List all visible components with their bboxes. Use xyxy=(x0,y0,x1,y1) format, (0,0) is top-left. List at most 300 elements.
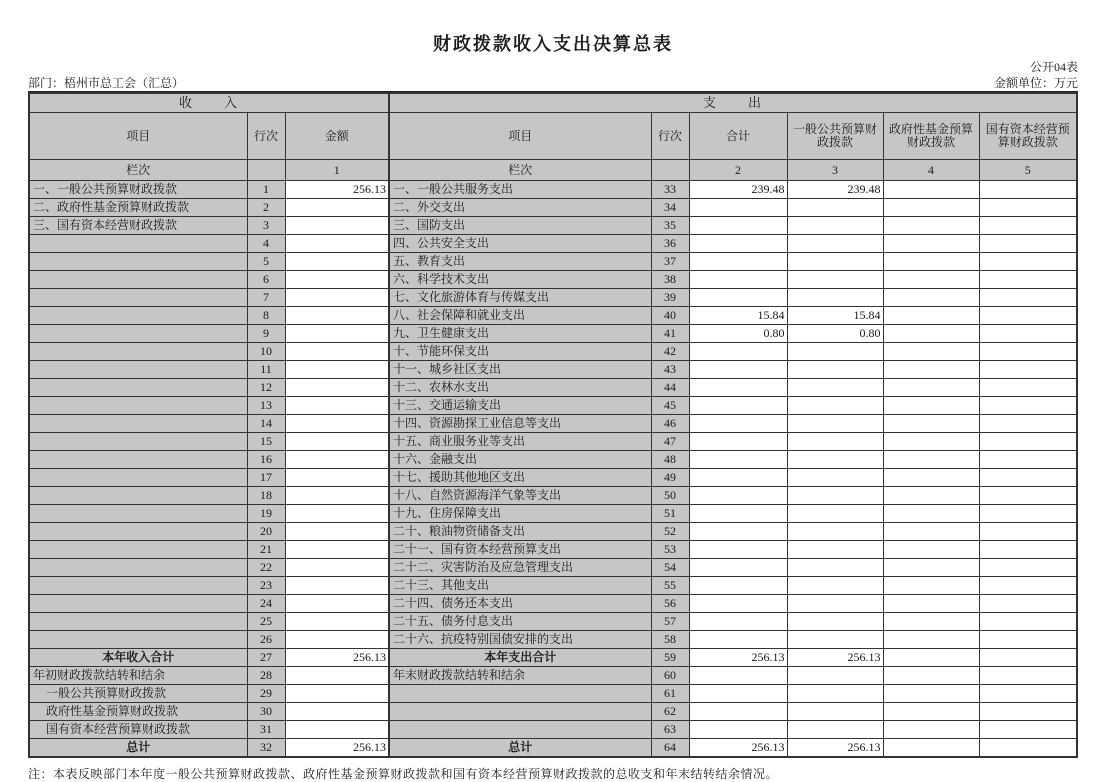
expense-total xyxy=(689,271,787,289)
income-amount xyxy=(285,487,389,505)
expense-total xyxy=(689,235,787,253)
expense-government-fund xyxy=(883,505,979,523)
column-header-3: 项目 xyxy=(389,113,651,160)
table-row xyxy=(29,541,1077,559)
expense-general-public-budget xyxy=(787,613,883,631)
income-amount xyxy=(285,541,389,559)
expense-total xyxy=(689,523,787,541)
column-index-7: 4 xyxy=(883,160,979,181)
income-item xyxy=(29,289,247,307)
expense-state-capital xyxy=(979,307,1077,325)
expense-state-capital xyxy=(979,559,1077,577)
expense-government-fund xyxy=(883,253,979,271)
expense-total xyxy=(689,397,787,415)
income-item xyxy=(29,379,247,397)
expense-item: 二十五、债务付息支出 xyxy=(389,613,651,631)
column-header-6: 一般公共预算财政拨款 xyxy=(787,113,883,160)
expense-item: 十三、交通运输支出 xyxy=(389,397,651,415)
income-amount xyxy=(285,613,389,631)
expense-state-capital xyxy=(979,739,1077,758)
income-amount xyxy=(285,523,389,541)
income-line-no: 18 xyxy=(247,487,285,505)
income-item xyxy=(29,433,247,451)
table-row xyxy=(29,739,1077,758)
expense-total xyxy=(689,721,787,739)
expense-government-fund xyxy=(883,595,979,613)
expense-general-public-budget: 239.48 xyxy=(787,181,883,199)
income-amount xyxy=(285,217,389,235)
table-row xyxy=(29,379,1077,397)
column-header-4: 行次 xyxy=(651,113,689,160)
expense-general-public-budget xyxy=(787,451,883,469)
expense-total xyxy=(689,595,787,613)
column-index-6: 3 xyxy=(787,160,883,181)
income-amount xyxy=(285,271,389,289)
expense-item: 十五、商业服务业等支出 xyxy=(389,433,651,451)
expense-government-fund xyxy=(883,343,979,361)
department-label: 部门：梧州市总工会（汇总） xyxy=(28,76,185,90)
table-row xyxy=(29,649,1077,667)
expense-total xyxy=(689,541,787,559)
income-amount xyxy=(285,631,389,649)
expense-government-fund xyxy=(883,487,979,505)
expense-total xyxy=(689,505,787,523)
expense-government-fund xyxy=(883,739,979,758)
expense-general-public-budget xyxy=(787,559,883,577)
expense-total xyxy=(689,703,787,721)
column-header-5: 合计 xyxy=(689,113,787,160)
expense-total xyxy=(689,289,787,307)
expense-item: 总计 xyxy=(389,739,651,758)
expense-line-no: 55 xyxy=(651,577,689,595)
expense-general-public-budget xyxy=(787,343,883,361)
expense-item: 一、一般公共服务支出 xyxy=(389,181,651,199)
expense-line-no: 37 xyxy=(651,253,689,271)
income-line-no: 17 xyxy=(247,469,285,487)
expense-general-public-budget xyxy=(787,595,883,613)
expense-line-no: 57 xyxy=(651,613,689,631)
income-item xyxy=(29,271,247,289)
income-item xyxy=(29,487,247,505)
expense-item: 三、国防支出 xyxy=(389,217,651,235)
income-line-no: 2 xyxy=(247,199,285,217)
expense-general-public-budget xyxy=(787,523,883,541)
income-item xyxy=(29,541,247,559)
expense-total xyxy=(689,487,787,505)
income-amount xyxy=(285,469,389,487)
expense-government-fund xyxy=(883,415,979,433)
expense-general-public-budget xyxy=(787,505,883,523)
income-item xyxy=(29,361,247,379)
expense-state-capital xyxy=(979,397,1077,415)
table-row xyxy=(29,217,1077,235)
expense-government-fund xyxy=(883,307,979,325)
expense-government-fund xyxy=(883,523,979,541)
expense-item: 二十一、国有资本经营预算支出 xyxy=(389,541,651,559)
expense-general-public-budget xyxy=(787,397,883,415)
expense-line-no: 59 xyxy=(651,649,689,667)
expense-state-capital xyxy=(979,289,1077,307)
income-amount xyxy=(285,199,389,217)
income-amount xyxy=(285,721,389,739)
expense-general-public-budget xyxy=(787,703,883,721)
income-amount xyxy=(285,397,389,415)
expense-line-no: 46 xyxy=(651,415,689,433)
expense-state-capital xyxy=(979,667,1077,685)
expense-government-fund xyxy=(883,433,979,451)
expense-item: 十七、援助其他地区支出 xyxy=(389,469,651,487)
expense-line-no: 41 xyxy=(651,325,689,343)
income-amount xyxy=(285,235,389,253)
expense-item: 二十六、抗疫特别国债安排的支出 xyxy=(389,631,651,649)
income-item: 一般公共预算财政拨款 xyxy=(29,685,247,703)
expense-government-fund xyxy=(883,685,979,703)
income-line-no: 31 xyxy=(247,721,285,739)
expense-government-fund xyxy=(883,613,979,631)
income-line-no: 24 xyxy=(247,595,285,613)
income-item xyxy=(29,415,247,433)
expense-line-no: 35 xyxy=(651,217,689,235)
expense-total xyxy=(689,217,787,235)
expense-item: 九、卫生健康支出 xyxy=(389,325,651,343)
expense-general-public-budget xyxy=(787,379,883,397)
expense-state-capital xyxy=(979,181,1077,199)
income-line-no: 28 xyxy=(247,667,285,685)
column-header-0: 项目 xyxy=(29,113,247,160)
expense-total xyxy=(689,379,787,397)
income-item: 本年收入合计 xyxy=(29,649,247,667)
expense-total xyxy=(689,451,787,469)
expense-government-fund xyxy=(883,451,979,469)
income-line-no: 8 xyxy=(247,307,285,325)
expense-state-capital xyxy=(979,253,1077,271)
expense-state-capital xyxy=(979,235,1077,253)
table-row xyxy=(29,721,1077,739)
expense-state-capital xyxy=(979,199,1077,217)
meta-row xyxy=(28,74,1078,92)
income-item xyxy=(29,469,247,487)
table-row xyxy=(29,523,1077,541)
column-header-1: 行次 xyxy=(247,113,285,160)
expense-total: 15.84 xyxy=(689,307,787,325)
table-row xyxy=(29,685,1077,703)
expense-total xyxy=(689,343,787,361)
expense-item: 年末财政拨款结转和结余 xyxy=(389,667,651,685)
expense-state-capital xyxy=(979,451,1077,469)
expense-line-no: 43 xyxy=(651,361,689,379)
expense-line-no: 42 xyxy=(651,343,689,361)
income-line-no: 5 xyxy=(247,253,285,271)
income-amount xyxy=(285,685,389,703)
income-line-no: 22 xyxy=(247,559,285,577)
income-amount xyxy=(285,577,389,595)
expense-state-capital xyxy=(979,703,1077,721)
expense-line-no: 61 xyxy=(651,685,689,703)
expense-state-capital xyxy=(979,361,1077,379)
expense-state-capital xyxy=(979,325,1077,343)
expense-line-no: 48 xyxy=(651,451,689,469)
expense-line-no: 53 xyxy=(651,541,689,559)
income-item xyxy=(29,253,247,271)
expense-item: 二十、粮油物资储备支出 xyxy=(389,523,651,541)
expense-total xyxy=(689,469,787,487)
income-item xyxy=(29,451,247,469)
expense-general-public-budget xyxy=(787,487,883,505)
expense-state-capital xyxy=(979,433,1077,451)
expense-state-capital xyxy=(979,649,1077,667)
expense-total xyxy=(689,253,787,271)
income-item xyxy=(29,631,247,649)
expense-general-public-budget xyxy=(787,721,883,739)
expense-general-public-budget xyxy=(787,199,883,217)
income-item xyxy=(29,235,247,253)
expense-line-no: 52 xyxy=(651,523,689,541)
expense-general-public-budget xyxy=(787,217,883,235)
income-amount xyxy=(285,307,389,325)
expense-line-no: 54 xyxy=(651,559,689,577)
expense-state-capital xyxy=(979,487,1077,505)
table-row xyxy=(29,415,1077,433)
income-amount xyxy=(285,343,389,361)
expense-total xyxy=(689,577,787,595)
expense-government-fund xyxy=(883,667,979,685)
table-row xyxy=(29,595,1077,613)
expense-government-fund xyxy=(883,379,979,397)
expense-general-public-budget xyxy=(787,253,883,271)
table-row xyxy=(29,487,1077,505)
expense-item: 十四、资源勘探工业信息等支出 xyxy=(389,415,651,433)
income-amount xyxy=(285,667,389,685)
income-line-no: 30 xyxy=(247,703,285,721)
expense-state-capital xyxy=(979,523,1077,541)
income-item xyxy=(29,325,247,343)
expense-total: 0.80 xyxy=(689,325,787,343)
income-line-no: 11 xyxy=(247,361,285,379)
column-index-8: 5 xyxy=(979,160,1077,181)
column-index-2: 1 xyxy=(285,160,389,181)
expense-line-no: 50 xyxy=(651,487,689,505)
income-line-no: 16 xyxy=(247,451,285,469)
column-index-1 xyxy=(247,160,285,181)
expense-item: 十、节能环保支出 xyxy=(389,343,651,361)
expense-general-public-budget: 256.13 xyxy=(787,649,883,667)
column-header-7: 政府性基金预算财政拨款 xyxy=(883,113,979,160)
income-item xyxy=(29,397,247,415)
expense-total xyxy=(689,433,787,451)
expense-line-no: 47 xyxy=(651,433,689,451)
expense-general-public-budget xyxy=(787,667,883,685)
expense-state-capital xyxy=(979,613,1077,631)
column-index-0: 栏次 xyxy=(29,160,247,181)
expense-item xyxy=(389,721,651,739)
expense-general-public-budget xyxy=(787,541,883,559)
expense-item: 十八、自然资源海洋气象等支出 xyxy=(389,487,651,505)
income-amount: 256.13 xyxy=(285,739,389,758)
expense-total xyxy=(689,415,787,433)
income-amount xyxy=(285,505,389,523)
income-section-header: 收 入 xyxy=(29,93,389,113)
expense-state-capital xyxy=(979,271,1077,289)
income-item: 国有资本经营预算财政拨款 xyxy=(29,721,247,739)
table-row xyxy=(29,253,1077,271)
expense-government-fund xyxy=(883,703,979,721)
income-amount xyxy=(285,325,389,343)
income-line-no: 20 xyxy=(247,523,285,541)
expense-government-fund xyxy=(883,325,979,343)
income-amount: 256.13 xyxy=(285,181,389,199)
expense-total xyxy=(689,685,787,703)
income-amount xyxy=(285,289,389,307)
expense-total xyxy=(689,361,787,379)
expense-government-fund xyxy=(883,631,979,649)
income-item: 年初财政拨款结转和结余 xyxy=(29,667,247,685)
expense-government-fund xyxy=(883,541,979,559)
expense-line-no: 56 xyxy=(651,595,689,613)
table-row xyxy=(29,505,1077,523)
column-header-row xyxy=(29,113,1077,160)
expense-item: 十二、农林水支出 xyxy=(389,379,651,397)
expense-line-no: 39 xyxy=(651,289,689,307)
expense-item: 十六、金融支出 xyxy=(389,451,651,469)
expense-general-public-budget: 0.80 xyxy=(787,325,883,343)
section-header-row xyxy=(29,93,1077,113)
income-item xyxy=(29,577,247,595)
expense-general-public-budget: 256.13 xyxy=(787,739,883,758)
column-header-2: 金额 xyxy=(285,113,389,160)
table-row xyxy=(29,181,1077,199)
income-line-no: 26 xyxy=(247,631,285,649)
column-index-5: 2 xyxy=(689,160,787,181)
income-line-no: 9 xyxy=(247,325,285,343)
table-row xyxy=(29,271,1077,289)
income-line-no: 25 xyxy=(247,613,285,631)
expense-line-no: 64 xyxy=(651,739,689,758)
income-line-no: 19 xyxy=(247,505,285,523)
expense-government-fund xyxy=(883,217,979,235)
expense-total xyxy=(689,667,787,685)
expense-line-no: 44 xyxy=(651,379,689,397)
income-amount xyxy=(285,559,389,577)
income-line-no: 32 xyxy=(247,739,285,758)
expense-government-fund xyxy=(883,271,979,289)
expense-line-no: 36 xyxy=(651,235,689,253)
income-item xyxy=(29,343,247,361)
expense-government-fund xyxy=(883,649,979,667)
table-row xyxy=(29,433,1077,451)
expense-state-capital xyxy=(979,577,1077,595)
expense-government-fund xyxy=(883,469,979,487)
expense-item: 二十二、灾害防治及应急管理支出 xyxy=(389,559,651,577)
expense-total xyxy=(689,631,787,649)
expense-state-capital xyxy=(979,721,1077,739)
table-row xyxy=(29,703,1077,721)
expense-general-public-budget xyxy=(787,361,883,379)
expense-line-no: 45 xyxy=(651,397,689,415)
income-line-no: 23 xyxy=(247,577,285,595)
expense-total xyxy=(689,559,787,577)
income-amount xyxy=(285,379,389,397)
income-line-no: 13 xyxy=(247,397,285,415)
expense-item: 六、科学技术支出 xyxy=(389,271,651,289)
expense-line-no: 34 xyxy=(651,199,689,217)
table-row xyxy=(29,667,1077,685)
expense-general-public-budget xyxy=(787,469,883,487)
expense-general-public-budget xyxy=(787,271,883,289)
expense-government-fund xyxy=(883,235,979,253)
expense-total: 239.48 xyxy=(689,181,787,199)
expense-item: 五、教育支出 xyxy=(389,253,651,271)
expense-item: 本年支出合计 xyxy=(389,649,651,667)
page-title: 财政拨款收入支出决算总表 xyxy=(433,34,673,54)
doc-code: 公开04表 xyxy=(1029,60,1078,74)
income-item xyxy=(29,307,247,325)
expense-line-no: 62 xyxy=(651,703,689,721)
expense-line-no: 63 xyxy=(651,721,689,739)
income-line-no: 3 xyxy=(247,217,285,235)
expense-government-fund xyxy=(883,721,979,739)
expense-item xyxy=(389,685,651,703)
income-line-no: 12 xyxy=(247,379,285,397)
expense-state-capital xyxy=(979,217,1077,235)
table-row xyxy=(29,325,1077,343)
income-item: 三、国有资本经营财政拨款 xyxy=(29,217,247,235)
expense-state-capital xyxy=(979,469,1077,487)
income-amount xyxy=(285,415,389,433)
income-item xyxy=(29,559,247,577)
expense-general-public-budget xyxy=(787,631,883,649)
table-row xyxy=(29,235,1077,253)
expense-line-no: 38 xyxy=(651,271,689,289)
fiscal-appropriation-table xyxy=(28,92,1078,758)
expense-government-fund xyxy=(883,181,979,199)
expense-line-no: 33 xyxy=(651,181,689,199)
table-row xyxy=(29,199,1077,217)
table-row xyxy=(29,631,1077,649)
income-item: 总计 xyxy=(29,739,247,758)
expense-line-no: 40 xyxy=(651,307,689,325)
amount-unit-label: 金额单位：万元 xyxy=(993,76,1078,90)
table-row xyxy=(29,289,1077,307)
expense-item: 二十四、债务还本支出 xyxy=(389,595,651,613)
income-line-no: 15 xyxy=(247,433,285,451)
expense-government-fund xyxy=(883,361,979,379)
expense-government-fund xyxy=(883,559,979,577)
expense-state-capital xyxy=(979,343,1077,361)
expense-government-fund xyxy=(883,577,979,595)
income-line-no: 6 xyxy=(247,271,285,289)
expense-state-capital xyxy=(979,595,1077,613)
income-amount xyxy=(285,451,389,469)
expense-item: 四、公共安全支出 xyxy=(389,235,651,253)
expense-government-fund xyxy=(883,289,979,307)
expense-item: 二、外交支出 xyxy=(389,199,651,217)
income-item xyxy=(29,505,247,523)
income-amount xyxy=(285,433,389,451)
income-item: 一、一般公共预算财政拨款 xyxy=(29,181,247,199)
income-amount xyxy=(285,253,389,271)
income-item xyxy=(29,595,247,613)
table-row xyxy=(29,559,1077,577)
expense-general-public-budget xyxy=(787,235,883,253)
expense-state-capital xyxy=(979,631,1077,649)
income-line-no: 10 xyxy=(247,343,285,361)
expense-state-capital xyxy=(979,541,1077,559)
expense-line-no: 49 xyxy=(651,469,689,487)
expense-item: 十九、住房保障支出 xyxy=(389,505,651,523)
table-row xyxy=(29,469,1077,487)
table-row xyxy=(29,451,1077,469)
income-line-no: 29 xyxy=(247,685,285,703)
